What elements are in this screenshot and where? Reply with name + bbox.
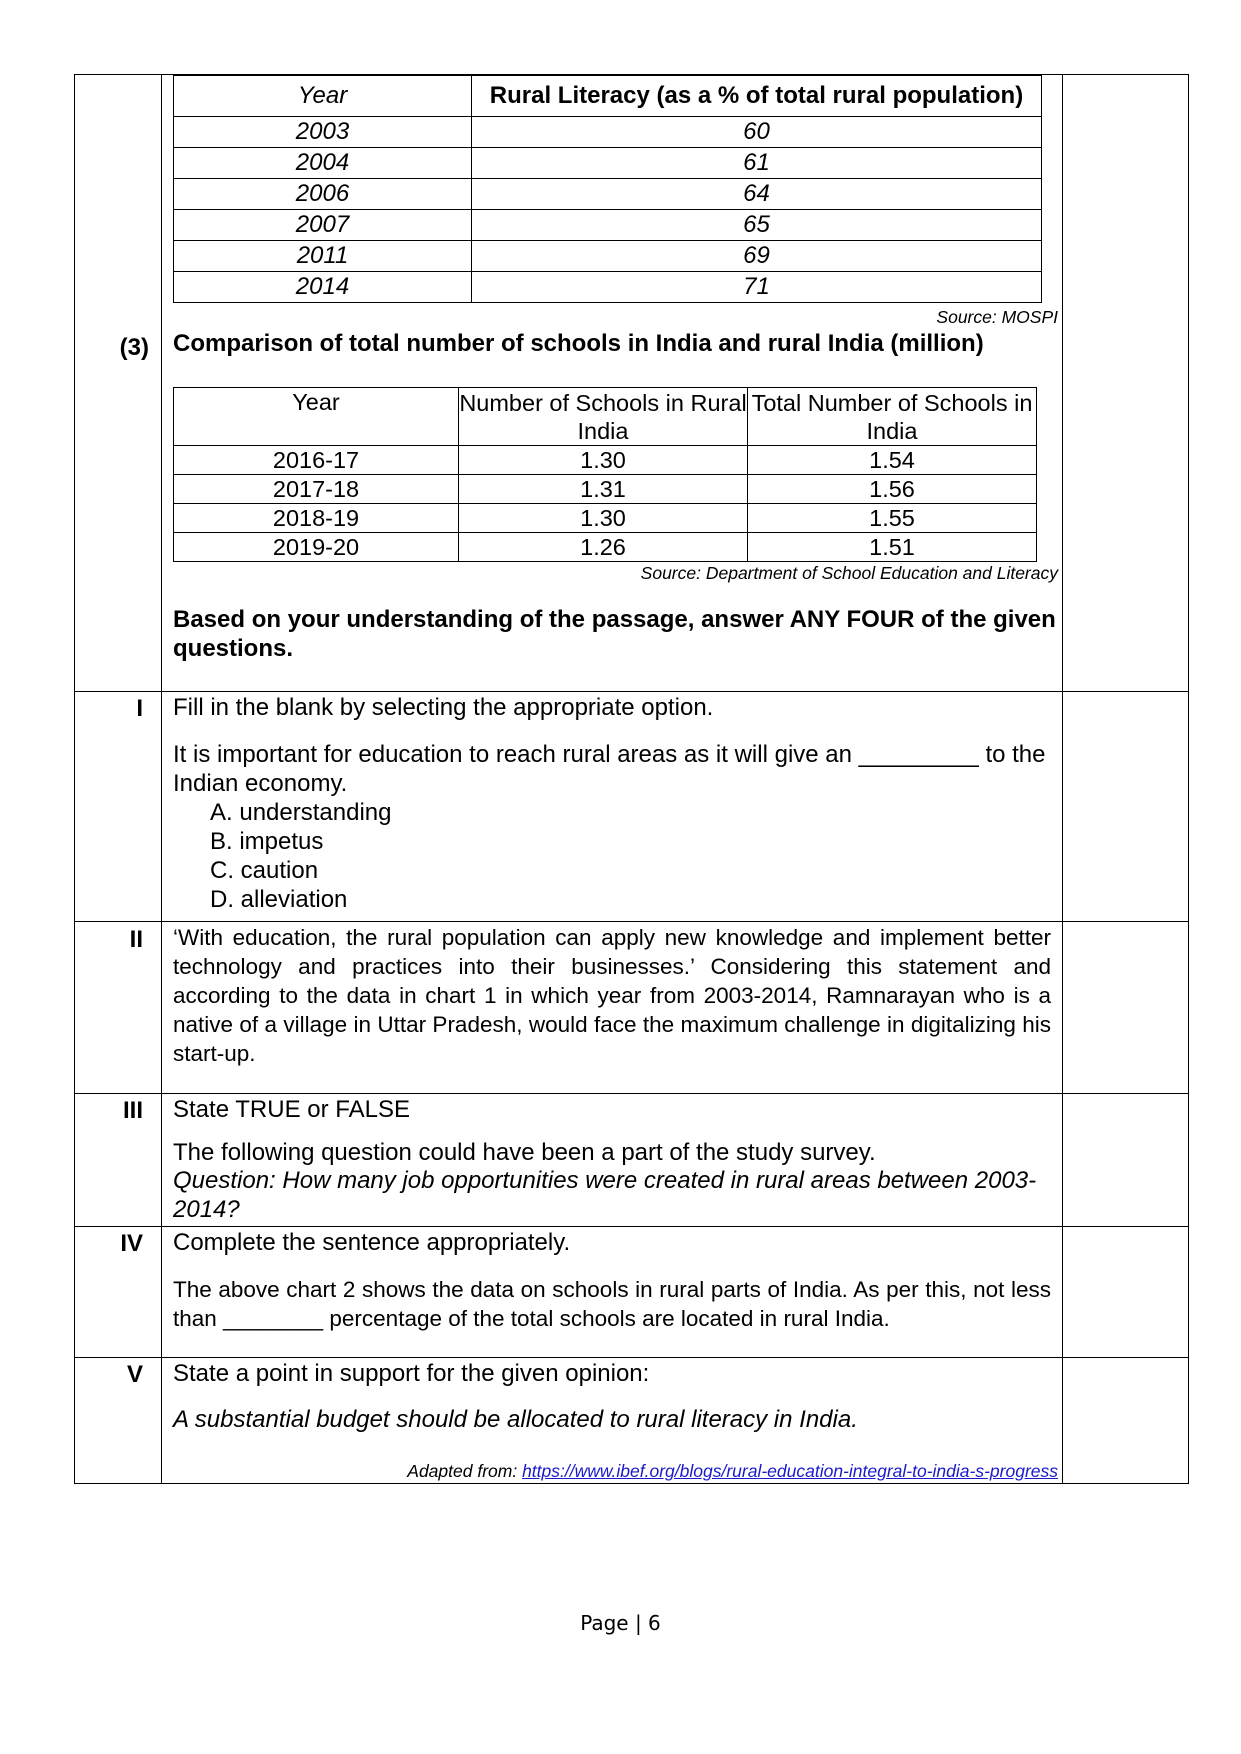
table2-source: Source: Department of School Education and Literacy	[640, 563, 1058, 583]
year-cell: 2011	[174, 241, 472, 272]
table-row	[174, 446, 1037, 475]
question-1-text: It is important for education to reach rural areas as it will give an _________ to the Indian economy.	[173, 741, 1046, 797]
row-divider-1	[75, 691, 1188, 692]
question-4-text: The above chart 2 shows the data on schools in rural parts of India. As per this, not less than ________ percentage of the total schools are located in rural India.	[173, 1277, 1051, 1331]
question-numeral-1: I	[136, 695, 143, 722]
year-cell: 2006	[174, 179, 472, 210]
header-rural-literacy: Rural Literacy (as a % of total rural population)	[472, 76, 1042, 117]
rural-literacy-table	[173, 75, 1042, 303]
option-d: D. alleviation	[210, 886, 348, 913]
year-cell: 2014	[174, 272, 472, 303]
year-cell: 2007	[174, 210, 472, 241]
total-cell: 1.56	[748, 475, 1037, 504]
total-cell: 1.54	[748, 446, 1037, 475]
question-3-text: The following question could have been a part of the study survey.	[173, 1139, 876, 1166]
header-year: Year	[174, 76, 472, 117]
table-row	[174, 533, 1037, 562]
total-cell: 1.51	[748, 533, 1037, 562]
question-numeral-5: V	[126, 1361, 143, 1388]
header-rural-schools: Number of Schools in Rural India	[459, 389, 747, 444]
table1-source: Source: MOSPI	[936, 307, 1058, 327]
value-cell: 60	[472, 117, 1042, 148]
year-cell: 2016-17	[174, 446, 459, 475]
source-link[interactable]: https://www.ibef.org/blogs/rural-education-integral-to-india-s-progress	[522, 1461, 1058, 1481]
question-4-prompt: Complete the sentence appropriately.	[173, 1229, 571, 1256]
question-numeral-4: IV	[120, 1230, 143, 1257]
rural-cell: 1.30	[459, 504, 748, 533]
question-3-survey-question: Question: How many job opportunities were created in rural areas between 2003-2014?	[173, 1167, 1037, 1223]
column-divider-left	[161, 75, 162, 1483]
year-cell: 2003	[174, 117, 472, 148]
adapted-from-line	[275, 1461, 1058, 1482]
question-2-text: ‘With education, the rural population can apply new knowledge and implement better technology and practices into their businesses.’ Considering this statement and according to the data in chart 1 in which year from 2003-2014, Ramnarayan who is a native of a village in Uttar Pradesh, would face the maximum challenge in digitalizing his start-up.	[173, 925, 1051, 1066]
table-row	[174, 504, 1037, 533]
question-sheet	[74, 74, 1189, 1484]
option-b: B. impetus	[210, 828, 324, 855]
total-cell: 1.55	[748, 504, 1037, 533]
page-number: Page | 6	[580, 1611, 661, 1635]
question-5-opinion: A substantial budget should be allocated to rural literacy in India.	[173, 1406, 858, 1433]
table-row	[174, 148, 1042, 179]
instruction-text: Based on your understanding of the passage, answer ANY FOUR of the given questions.	[173, 606, 1056, 662]
rural-cell: 1.30	[459, 446, 748, 475]
question-5-prompt: State a point in support for the given opinion:	[173, 1360, 650, 1387]
question-1-prompt: Fill in the blank by selecting the appropriate option.	[173, 694, 714, 721]
table-row	[174, 179, 1042, 210]
row-divider-5	[75, 1357, 1188, 1358]
adapted-from-label: Adapted from:	[407, 1461, 523, 1481]
row-divider-2	[75, 921, 1188, 922]
table-row	[174, 117, 1042, 148]
header-year: Year	[174, 388, 459, 446]
section-title: Comparison of total number of schools in India and rural India (million)	[173, 330, 984, 357]
table-row	[174, 241, 1042, 272]
section-number: (3)	[119, 334, 149, 361]
table-row	[174, 272, 1042, 303]
value-cell: 71	[472, 272, 1042, 303]
year-cell: 2017-18	[174, 475, 459, 504]
table-header-row	[174, 76, 1042, 117]
question-numeral-2: II	[129, 926, 143, 953]
table-header-row	[174, 388, 1037, 446]
rural-cell: 1.26	[459, 533, 748, 562]
rural-cell: 1.31	[459, 475, 748, 504]
table-row	[174, 475, 1037, 504]
question-3-prompt: State TRUE or FALSE	[173, 1096, 410, 1123]
option-c: C. caution	[210, 857, 319, 884]
row-divider-3	[75, 1093, 1188, 1094]
column-divider-right	[1062, 75, 1063, 1483]
header-total-schools: Total Number of Schools in India	[748, 388, 1037, 446]
value-cell: 64	[472, 179, 1042, 210]
year-cell: 2004	[174, 148, 472, 179]
year-cell: 2018-19	[174, 504, 459, 533]
value-cell: 65	[472, 210, 1042, 241]
question-numeral-3: III	[122, 1097, 143, 1124]
value-cell: 61	[472, 148, 1042, 179]
schools-table	[173, 387, 1037, 562]
table-row	[174, 210, 1042, 241]
row-divider-4	[75, 1226, 1188, 1227]
value-cell: 69	[472, 241, 1042, 272]
option-a: A. understanding	[210, 799, 392, 826]
year-cell: 2019-20	[174, 533, 459, 562]
